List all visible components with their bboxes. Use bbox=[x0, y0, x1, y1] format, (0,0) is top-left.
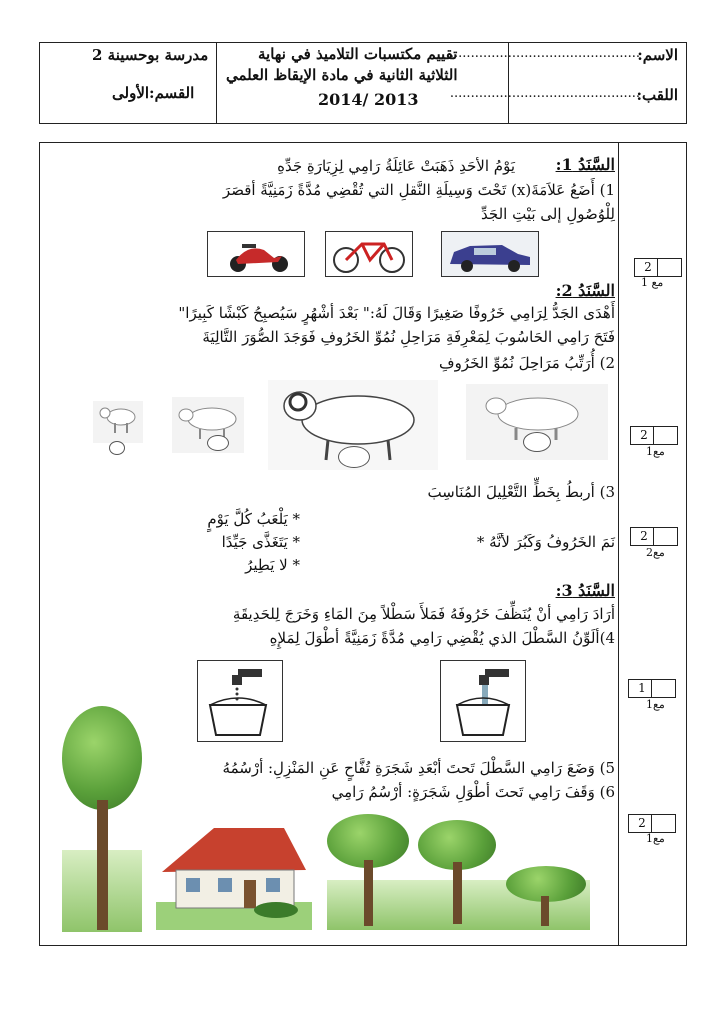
sanad3-title: السَّنَدُ 3: bbox=[555, 581, 615, 600]
q3-text: 3) أربطُ بِخَطٍّ التَّعْلِيلَ المُنَاسِبَ bbox=[427, 483, 615, 501]
answer-circle-4[interactable] bbox=[109, 441, 125, 455]
class-name: القسم:الأولى bbox=[112, 84, 195, 102]
title-line-1: تقييم مكتسبات التلاميذ في نهاية bbox=[258, 45, 458, 63]
small-lamb-icon bbox=[93, 401, 143, 443]
sanad2-line1: أَهْدَى الجَدُّ لِرَامِي خَرُوفًا صَغِيرًا وَقَالَ لَهُ:" بَعْدَ أشْهُرٍ سَيُصبِحُ كَبْشًا كَبِيرًا" bbox=[178, 304, 615, 322]
grade-label-2: مع1 bbox=[646, 445, 665, 458]
grade-label-3: مع2 bbox=[646, 546, 665, 559]
link-option-3[interactable]: * لا يَطِيرُ bbox=[245, 556, 300, 574]
sanad2-title: السَّنَدُ 2: bbox=[555, 281, 615, 300]
q1-line2: لِلْوُصُولِ إلى بَيْتِ الجَدِّ bbox=[481, 205, 615, 223]
grade-label-1: مع 1 bbox=[641, 276, 664, 289]
bucket-tap-icon bbox=[441, 661, 525, 741]
link-statement: نَمَ الخَرُوفُ وَكَبُرَ لأنَّهُ * bbox=[476, 533, 615, 551]
q6-text: 6) وَقَفَ رَامِي تَحتَ أطْوَلِ شَجَرَةٍ: أرْسُمُ رَامِي bbox=[331, 783, 615, 801]
name-label: الاسم: bbox=[637, 46, 678, 64]
sanad2-line2: فَتَحَ رَامِي الحَاسُوبَ لِمَعْرِفَةِ مَرَاحِلِ نُمُوِّ الخَرُوفِ فَوَجَدَ الصُّوَرَ التَّالِيَةَ bbox=[202, 328, 615, 346]
grade-box-3[interactable] bbox=[630, 527, 678, 546]
motorbike-icon bbox=[208, 232, 304, 276]
tall-tree-trunk bbox=[97, 800, 108, 930]
answer-circle-2[interactable] bbox=[338, 446, 370, 468]
grade-score: 2 bbox=[635, 528, 654, 545]
sanad1-text: يَوْمُ الأحَدِ ذَهَبَتْ عَائِلَةُ رَامِي لِزِيَارَةِ جَدِّهِ bbox=[277, 157, 515, 175]
grade-box-2[interactable] bbox=[630, 426, 678, 445]
sanad3-line1: أرَادَ رَامِي أنْ يُنَظِّفَ خَرُوفَهُ فَمَلأَ سَطْلاً مِنَ المَاءِ وَخَرَجَ لِلحَدِيقَةِ bbox=[232, 605, 615, 623]
car-icon bbox=[442, 232, 538, 276]
q5-text: 5) وَضَعَ رَامِي السَّطْلَ تَحتَ أبْعَدِ شَجَرَةِ تُفَّاحٍ عَنِ المَنْزِلِ: أرْسُمُهُ bbox=[222, 759, 615, 777]
name-dots[interactable]: .............................................. bbox=[449, 46, 640, 61]
header-divider-left bbox=[216, 42, 217, 124]
house-picture bbox=[156, 822, 312, 930]
sheep-picture-4 bbox=[93, 401, 143, 443]
surname-label: اللقب: bbox=[636, 86, 678, 104]
surname-dots[interactable]: .............................................. bbox=[449, 86, 640, 101]
grade-label-5: مع1 bbox=[646, 832, 665, 845]
q4-text: 4)ألَوِّنُ السَّطْلَ الذي يُقْضِي رَامِي مُدَّةً زَمَنِيَّةً أطْوَلَ لِمَلإِهِ bbox=[269, 629, 615, 647]
grade-score: 2 bbox=[639, 259, 658, 276]
school-name: مدرسة بوحسينة 2 bbox=[92, 46, 209, 64]
bucket-picture-fast-tap[interactable] bbox=[440, 660, 526, 742]
tree-2-trunk bbox=[453, 862, 462, 924]
title-line-2: الثلاثية الثانية في مادة الإيقاظ العلمي bbox=[226, 66, 458, 84]
house-icon bbox=[156, 822, 312, 930]
school-year: 2014/ 2013 bbox=[318, 90, 419, 109]
link-option-1[interactable]: * يَلْعَبُ كُلَّ يَوْمٍ bbox=[207, 510, 300, 528]
grade-box-4[interactable] bbox=[628, 679, 676, 698]
grade-box-5[interactable] bbox=[628, 814, 676, 833]
tree-1-trunk bbox=[364, 860, 373, 926]
tall-tree-crown bbox=[62, 706, 142, 810]
grade-score: 2 bbox=[633, 815, 652, 832]
grade-column-divider bbox=[618, 142, 619, 946]
bicycle-icon bbox=[326, 232, 412, 276]
car-picture bbox=[441, 231, 539, 277]
link-option-2[interactable]: * يَتَغَذَّى جَيِّدًا bbox=[221, 533, 300, 551]
bicycle-picture bbox=[325, 231, 413, 277]
answer-circle-3[interactable] bbox=[207, 435, 229, 451]
tree-3-trunk bbox=[541, 896, 549, 926]
answer-circle-1[interactable] bbox=[523, 432, 551, 452]
motorbike-picture bbox=[207, 231, 305, 277]
grade-label-4: مع1 bbox=[646, 698, 665, 711]
q2-text: 2) أُرَتِّبُ مَرَاحِلَ نُمُوِّ الخَرُوفِ bbox=[439, 354, 615, 372]
grade-score: 2 bbox=[635, 427, 654, 444]
grade-score: 1 bbox=[633, 680, 652, 697]
grade-box-1[interactable] bbox=[634, 258, 682, 277]
bucket-picture-drip-tap[interactable] bbox=[197, 660, 283, 742]
q1-line1: 1) أَضَعُ عَلاَمَةَ(x) تَحْتَ وَسِيلَةِ النَّقلِ التي تُقْضِي مُدَّةً زَمَنِيَّةً أقصَرَ bbox=[222, 181, 615, 199]
bucket-drip-icon bbox=[198, 661, 282, 741]
sanad1-title: السَّنَدُ 1: bbox=[555, 155, 615, 174]
